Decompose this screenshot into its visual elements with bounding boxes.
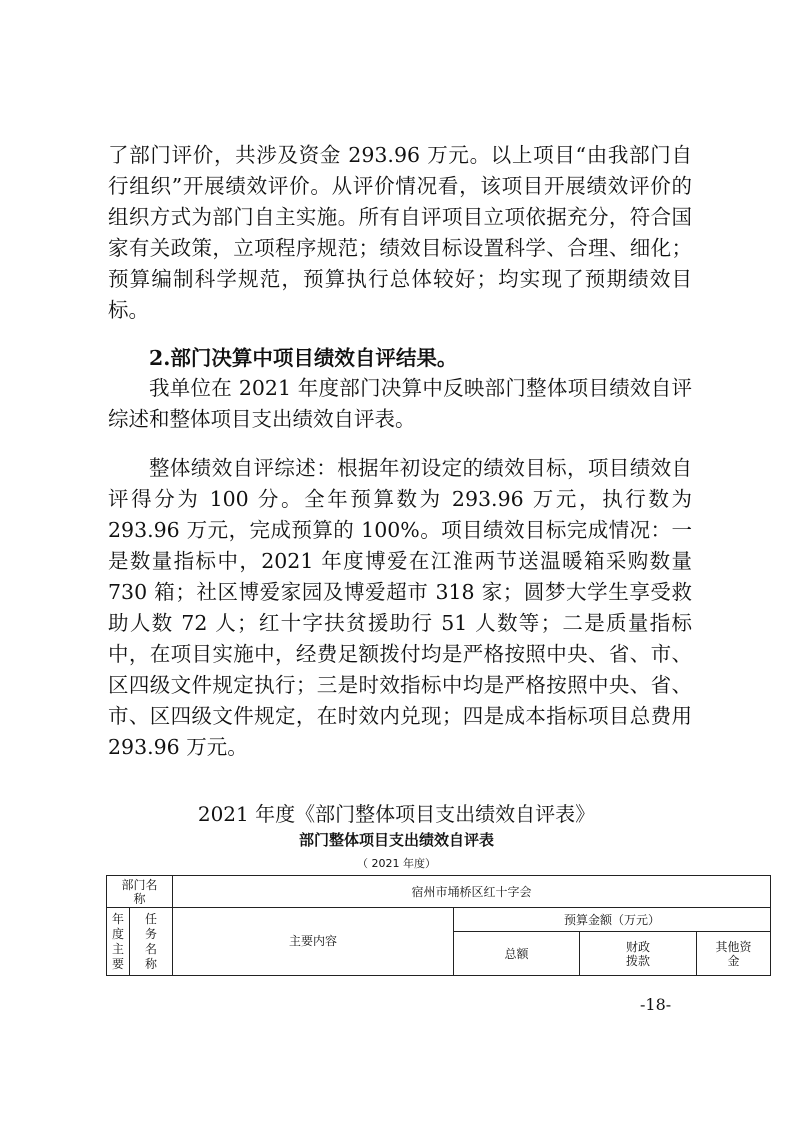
table-subtitle: （ 2021 年度） xyxy=(357,857,436,870)
paragraph-evaluation: 了部门评价，共涉及资金 293.96 万元。以上项目“由我部门自行组织”开展绩效评价。从评价情况看，该项目开展绩效评价的组织方式为部门自主实施。所有自评项目立项依据充分，符合国家有关政策，立项程序规范；绩效目标设置科学、合理、细化；预算编制科学规范，预算执行总体较好；均实现了预期绩效目标。 xyxy=(108,143,692,322)
content-label: 主要内容 xyxy=(288,934,337,948)
budget-label-cell xyxy=(454,908,771,932)
year-label-cell xyxy=(107,908,130,976)
other-label-cell xyxy=(697,932,771,976)
fiscal-label-cell xyxy=(580,932,697,976)
page-number: -18- xyxy=(640,995,672,1014)
self-evaluation-table xyxy=(106,875,771,976)
year-label: 年度主要 xyxy=(111,911,124,971)
total-label-cell xyxy=(454,932,580,976)
task-label: 任务名称 xyxy=(144,911,157,971)
task-label-cell xyxy=(130,908,173,976)
dept-value-cell xyxy=(173,876,771,908)
dept-value: 宿州市埇桥区红十字会 xyxy=(411,884,532,899)
budget-label: 预算金额（万元） xyxy=(564,912,661,927)
table-title: 部门整体项目支出绩效自评表 xyxy=(298,831,494,849)
dept-label: 部门名称 xyxy=(121,877,158,906)
paragraph-intro: 我单位在 2021 年度部门决算中反映部门整体项目绩效自评综述和整体项目支出绩效自评表。 xyxy=(108,376,692,431)
section-heading: 2.部门决算中项目绩效自评结果。 xyxy=(149,346,458,370)
total-label: 总额 xyxy=(504,946,529,961)
paragraph-summary: 整体绩效自评综述：根据年初设定的绩效目标，项目绩效自评得分为 100 分。全年预算数为 293.96 万元，执行数为 293.96 万元，完成预算的 100%。项目绩效目标完成情况：一是数量指标中，2021 年度博爱在江淮两节送温暖箱采购数量 730 箱；社区博爱家园及博爱超市 318 家；圆梦大学生享受救助人数 72 人；红十字扶贫援助行 51 人数等；二是质量指标中，在项目实施中，经费足额拨付均是严格按照中央、省、市、区四级文件规定执行；三是时效指标中均是严格按照中央、省、市、区四级文件规定，在时效内兑现；四是成本指标项目总费用 293.96 万元。 xyxy=(108,456,692,759)
other-label: 其他资金 xyxy=(715,939,752,968)
table-caption: 2021 年度《部门整体项目支出绩效自评表》 xyxy=(197,802,596,826)
dept-label-cell xyxy=(107,876,173,908)
content-label-cell xyxy=(173,908,454,976)
fiscal-label: 财政拨款 xyxy=(625,939,650,968)
